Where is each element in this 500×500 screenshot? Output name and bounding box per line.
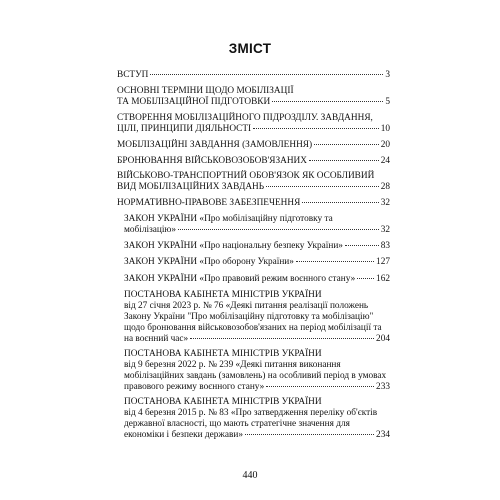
toc-entry-title: ЦІЛІ, ПРИНЦИПИ ДІЯЛЬНОСТІ <box>117 124 252 134</box>
toc-entry-title: ЗАКОН УКРАЇНИ «Про національну безпеку України» <box>124 241 343 251</box>
toc-entry-title: щодо бронювання військовозобов'язаних на період мобілізації та <box>124 323 382 333</box>
toc-entry-transport[interactable] <box>117 171 390 193</box>
toc-page-number: 83 <box>380 241 390 251</box>
leader-dots <box>178 229 379 230</box>
toc-entry-title: ВСТУП <box>117 70 149 80</box>
toc-subentry-law-defense[interactable] <box>124 257 390 268</box>
toc-entry-legal[interactable] <box>117 198 390 209</box>
leader-dots <box>357 278 374 279</box>
leader-dots <box>245 434 374 435</box>
toc-subentry-resolution-239[interactable] <box>124 349 390 393</box>
toc-entry-title: МОБІЛІЗАЦІЙНІ ЗАВДАННЯ (ЗАМОВЛЕННЯ) <box>117 140 313 150</box>
toc-subentry-resolution-83[interactable] <box>124 397 390 441</box>
toc-page-number: 127 <box>376 257 390 267</box>
leader-dots <box>345 245 379 246</box>
toc-entry-title: СТВОРЕННЯ МОБІЛІЗАЦІЙНОГО ПІДРОЗДІЛУ. ЗАВДАННЯ, <box>117 113 373 123</box>
toc-page-number: 32 <box>380 225 390 235</box>
toc-entry-title: на воєнний час» <box>124 334 189 344</box>
toc-entry-title: ПОСТАНОВА КАБІНЕТА МІНІСТРІВ УКРАЇНИ <box>124 290 322 300</box>
leader-dots <box>309 160 379 161</box>
toc-entry-title: ПОСТАНОВА КАБІНЕТА МІНІСТРІВ УКРАЇНИ <box>124 397 322 407</box>
toc-entry-title: від 27 січня 2023 р. № 76 «Деякі питання реалізації положень <box>124 301 369 311</box>
toc-page-number: 32 <box>380 198 390 208</box>
toc-entry-unit[interactable] <box>117 113 390 135</box>
toc-entry-title: від 9 березня 2022 р. № 239 «Деякі питання виконання <box>124 360 341 370</box>
leader-dots <box>272 101 383 102</box>
page-number: 440 <box>242 470 258 481</box>
toc-entry-intro[interactable] <box>117 70 390 81</box>
toc-page-number: 24 <box>380 156 390 166</box>
toc-entry-title: від 4 березня 2015 р. № 83 «Про затвердження переліку об'єктів <box>124 408 378 418</box>
toc-subentry-law-security[interactable] <box>124 241 390 252</box>
toc-entry-title: Закону України "Про мобілізаційну підготовку та мобілізацію" <box>124 312 374 322</box>
leader-dots <box>253 128 379 129</box>
toc-entry-title: державної власності, що мають стратегічне значення для <box>124 419 350 429</box>
leader-dots <box>302 202 378 203</box>
toc-entry-title: мобілізаційних завдань (замовлень) на особливий період в умовах <box>124 371 387 381</box>
toc-page-number: 10 <box>380 124 390 134</box>
toc-page-number: 234 <box>376 430 390 440</box>
toc-entry-title: правового режиму воєнного стану» <box>124 382 265 392</box>
toc-entry-title: ТА МОБІЛІЗАЦІЙНОЇ ПІДГОТОВКИ <box>117 97 271 107</box>
toc-entry-title: ЗАКОН УКРАЇНИ «Про мобілізаційну підготовку та <box>124 214 333 224</box>
leader-dots <box>314 144 379 145</box>
toc-entry-title: ПОСТАНОВА КАБІНЕТА МІНІСТРІВ УКРАЇНИ <box>124 349 322 359</box>
toc-entry-title: економіки і безпеки держави» <box>124 430 243 440</box>
toc-entry-title: ВІЙСЬКОВО-ТРАНСПОРТНИЙ ОБОВ'ЯЗОК ЯК ОСОБЛИВИЙ <box>117 171 375 181</box>
toc-entry-title: ОСНОВНІ ТЕРМІНИ ЩОДО МОБІЛІЗАЦІЇ <box>117 86 294 96</box>
toc-page-number: 5 <box>385 97 390 107</box>
toc-page-number: 3 <box>385 70 390 80</box>
toc-entry-terms[interactable] <box>117 86 390 108</box>
toc-entry-reservation[interactable] <box>117 156 390 167</box>
toc-page-number: 28 <box>380 182 390 192</box>
leader-dots <box>266 186 379 187</box>
toc-entry-title: ЗАКОН УКРАЇНИ «Про оборону України» <box>124 257 294 267</box>
toc-page-number: 162 <box>376 274 390 284</box>
leader-dots <box>150 74 383 75</box>
toc-entry-title: ЗАКОН УКРАЇНИ «Про правовий режим воєнного стану» <box>124 274 356 284</box>
toc-entry-title: мобілізацію» <box>124 225 177 235</box>
toc-page-number: 204 <box>376 334 390 344</box>
toc-entry-title: НОРМАТИВНО-ПРАВОВЕ ЗАБЕЗПЕЧЕННЯ <box>117 198 301 208</box>
toc-subentry-law-martial[interactable] <box>124 274 390 285</box>
leader-dots <box>190 338 374 339</box>
toc-page-number: 233 <box>376 382 390 392</box>
toc-entry-tasks[interactable] <box>117 140 390 151</box>
leader-dots <box>296 261 374 262</box>
toc-subentry-resolution-76[interactable] <box>124 290 390 345</box>
page-title: ЗМІСТ <box>228 41 272 56</box>
toc-entry-title: ВИД МОБІЛІЗАЦІЙНИХ ЗАВДАНЬ <box>117 182 265 192</box>
toc-page-number: 20 <box>380 140 390 150</box>
toc-entry-title: БРОНЮВАННЯ ВІЙСЬКОВОЗОБОВ'ЯЗАНИХ <box>117 156 307 166</box>
leader-dots <box>266 386 374 387</box>
toc-subentry-law-mobilization[interactable] <box>124 214 390 236</box>
